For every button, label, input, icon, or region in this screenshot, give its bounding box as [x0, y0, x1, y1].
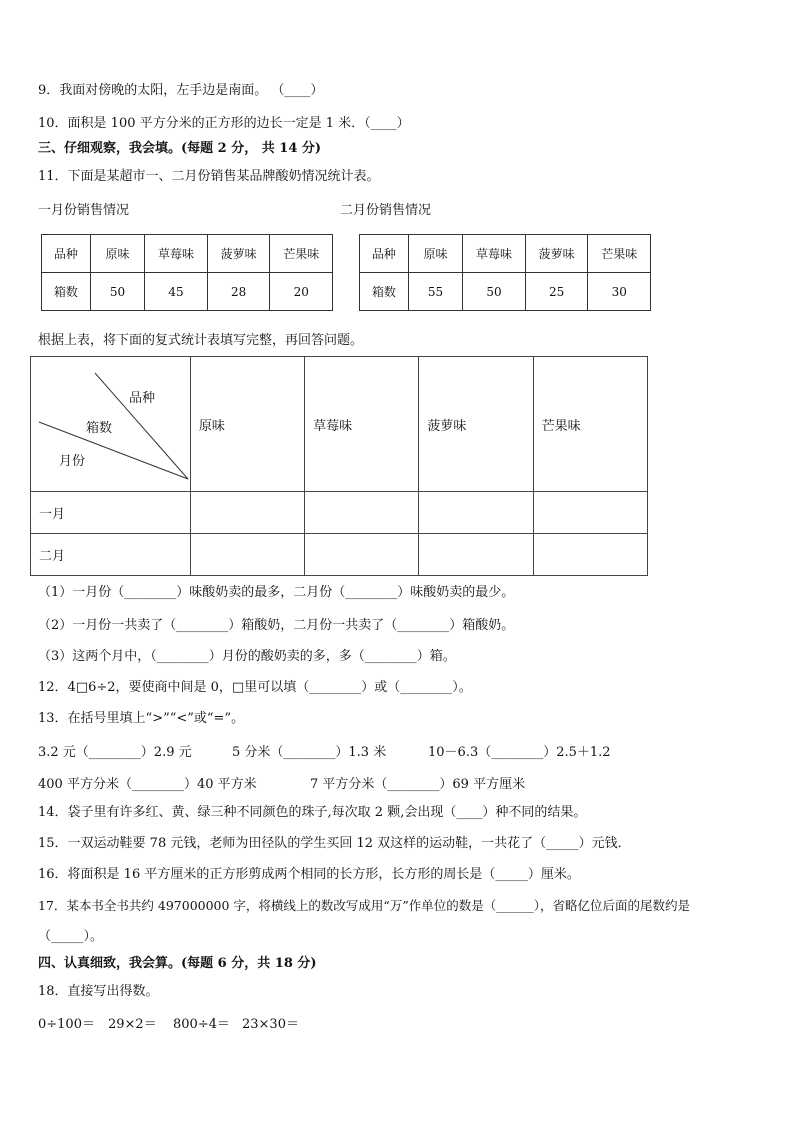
- diag-label-boxes: 箱数: [86, 421, 113, 436]
- feb-caption: 二月份销售情况: [340, 203, 432, 218]
- calc-item-4: 23×30＝: [242, 1017, 299, 1032]
- question-17-continued: （_____）。: [38, 929, 104, 944]
- table-cell: 25: [525, 273, 588, 311]
- col-header-strawberry: 草莓味: [305, 357, 419, 492]
- table-cell: 草莓味: [463, 235, 526, 273]
- table-cell: 菠萝味: [525, 235, 588, 273]
- table-row: [42, 235, 333, 273]
- table-cell: 45: [145, 273, 208, 311]
- compare-item-4: 400 平方分米（________）40 平方米: [38, 777, 257, 792]
- calc-item-1: 0÷100＝: [38, 1017, 95, 1032]
- empty-cell[interactable]: [419, 534, 533, 576]
- empty-cell[interactable]: [419, 492, 533, 534]
- calc-item-3: 800÷4＝: [173, 1017, 230, 1032]
- question-12: 12．4□6÷2，要使商中间是 0，□里可以填（________）或（________）。: [38, 680, 472, 695]
- question-11: 11．下面是某超市一、二月份销售某品牌酸奶情况统计表。: [38, 169, 380, 184]
- question-15: 15．一双运动鞋要 78 元钱，老师为田径队的学生买回 12 双这样的运动鞋，一共花了（_____）元钱．: [38, 836, 631, 851]
- table-cell: 50: [463, 273, 526, 311]
- table-cell: 品种: [42, 235, 91, 273]
- compare-item-1: 3.2 元（________）2.9 元: [38, 745, 192, 760]
- compare-item-2: 5 分米（________）1.3 米: [232, 745, 387, 760]
- table-cell: 28: [207, 273, 270, 311]
- row-header-february: 二月: [31, 534, 191, 576]
- sub-question-1: （1）一月份（________）味酸奶卖的最多，二月份（________）味酸奶卖的最少。: [38, 585, 515, 600]
- table-cell: 20: [270, 273, 333, 311]
- calc-item-2: 29×2＝: [108, 1017, 157, 1032]
- section-4-heading: 四、认真细致，我会算。(每题 6 分，共 18 分): [38, 956, 317, 971]
- table-row: [42, 273, 333, 311]
- question-10: 10．面积是 100 平方分米的正方形的边长一定是 1 米．（____）: [38, 116, 410, 131]
- diagonal-header-cell: [31, 357, 191, 492]
- table-cell: 30: [588, 273, 651, 311]
- table-cell: 55: [408, 273, 463, 311]
- table-cell: 箱数: [360, 273, 409, 311]
- col-header-pineapple: 菠萝味: [419, 357, 533, 492]
- table-cell: 原味: [408, 235, 463, 273]
- table-row: [31, 492, 648, 534]
- combined-stats-table: [30, 356, 648, 576]
- table-instruction: 根据上表，将下面的复式统计表填写完整，再回答问题。: [38, 333, 364, 348]
- empty-cell[interactable]: [190, 534, 304, 576]
- table-cell: 草莓味: [145, 235, 208, 273]
- col-header-plain: 原味: [190, 357, 304, 492]
- question-9: 9．我面对傍晚的太阳，左手边是南面。 （____）: [38, 83, 324, 98]
- compare-item-5: 7 平方分米（________）69 平方厘米: [310, 777, 526, 792]
- sub-question-3: （3）这两个月中，（________）月份的酸奶卖的多，多（________）箱。: [38, 649, 456, 664]
- empty-cell[interactable]: [305, 492, 419, 534]
- row-header-january: 一月: [31, 492, 191, 534]
- table-cell: 芒果味: [270, 235, 333, 273]
- empty-cell[interactable]: [533, 534, 647, 576]
- diag-label-month: 月份: [59, 454, 86, 469]
- table-row: [360, 235, 651, 273]
- sub-question-2: （2）一月份一共卖了（________）箱酸奶，二月份一共卖了（________）箱酸奶。: [38, 618, 515, 633]
- table-cell: 芒果味: [588, 235, 651, 273]
- empty-cell[interactable]: [533, 492, 647, 534]
- table-cell: 品种: [360, 235, 409, 273]
- table-row: [360, 273, 651, 311]
- jan-sales-table: [41, 234, 333, 311]
- table-row: [31, 534, 648, 576]
- col-header-mango: 芒果味: [533, 357, 647, 492]
- question-18: 18．直接写出得数。: [38, 984, 159, 999]
- feb-sales-table: [359, 234, 651, 311]
- question-17: 17．某本书全书共约 497000000 字，将横线上的数改写成用“万”作单位的数是（______），省略亿位后面的尾数约是: [38, 898, 690, 913]
- diagonal-lines: [31, 357, 196, 491]
- question-16: 16．将面积是 16 平方厘米的正方形剪成两个相同的长方形，长方形的周长是（_____）厘米。: [38, 867, 580, 882]
- table-header-row: [31, 357, 648, 492]
- jan-caption: 一月份销售情况: [38, 203, 130, 218]
- table-cell: 50: [90, 273, 145, 311]
- diag-label-variety: 品种: [129, 391, 156, 406]
- table-cell: 菠萝味: [207, 235, 270, 273]
- table-cell: 原味: [90, 235, 145, 273]
- table-cell: 箱数: [42, 273, 91, 311]
- empty-cell[interactable]: [305, 534, 419, 576]
- section-3-heading: 三、仔细观察，我会填。(每题 2 分， 共 14 分): [38, 141, 322, 156]
- question-14: 14．袋子里有许多红、黄、绿三种不同颜色的珠子,每次取 2 颗,会出现（____）种不同的结果。: [38, 805, 587, 820]
- empty-cell[interactable]: [190, 492, 304, 534]
- compare-item-3: 10－6.3（________）2.5＋1.2: [428, 745, 611, 760]
- question-13: 13．在括号里填上“>”“<”或“=”。: [38, 711, 245, 726]
